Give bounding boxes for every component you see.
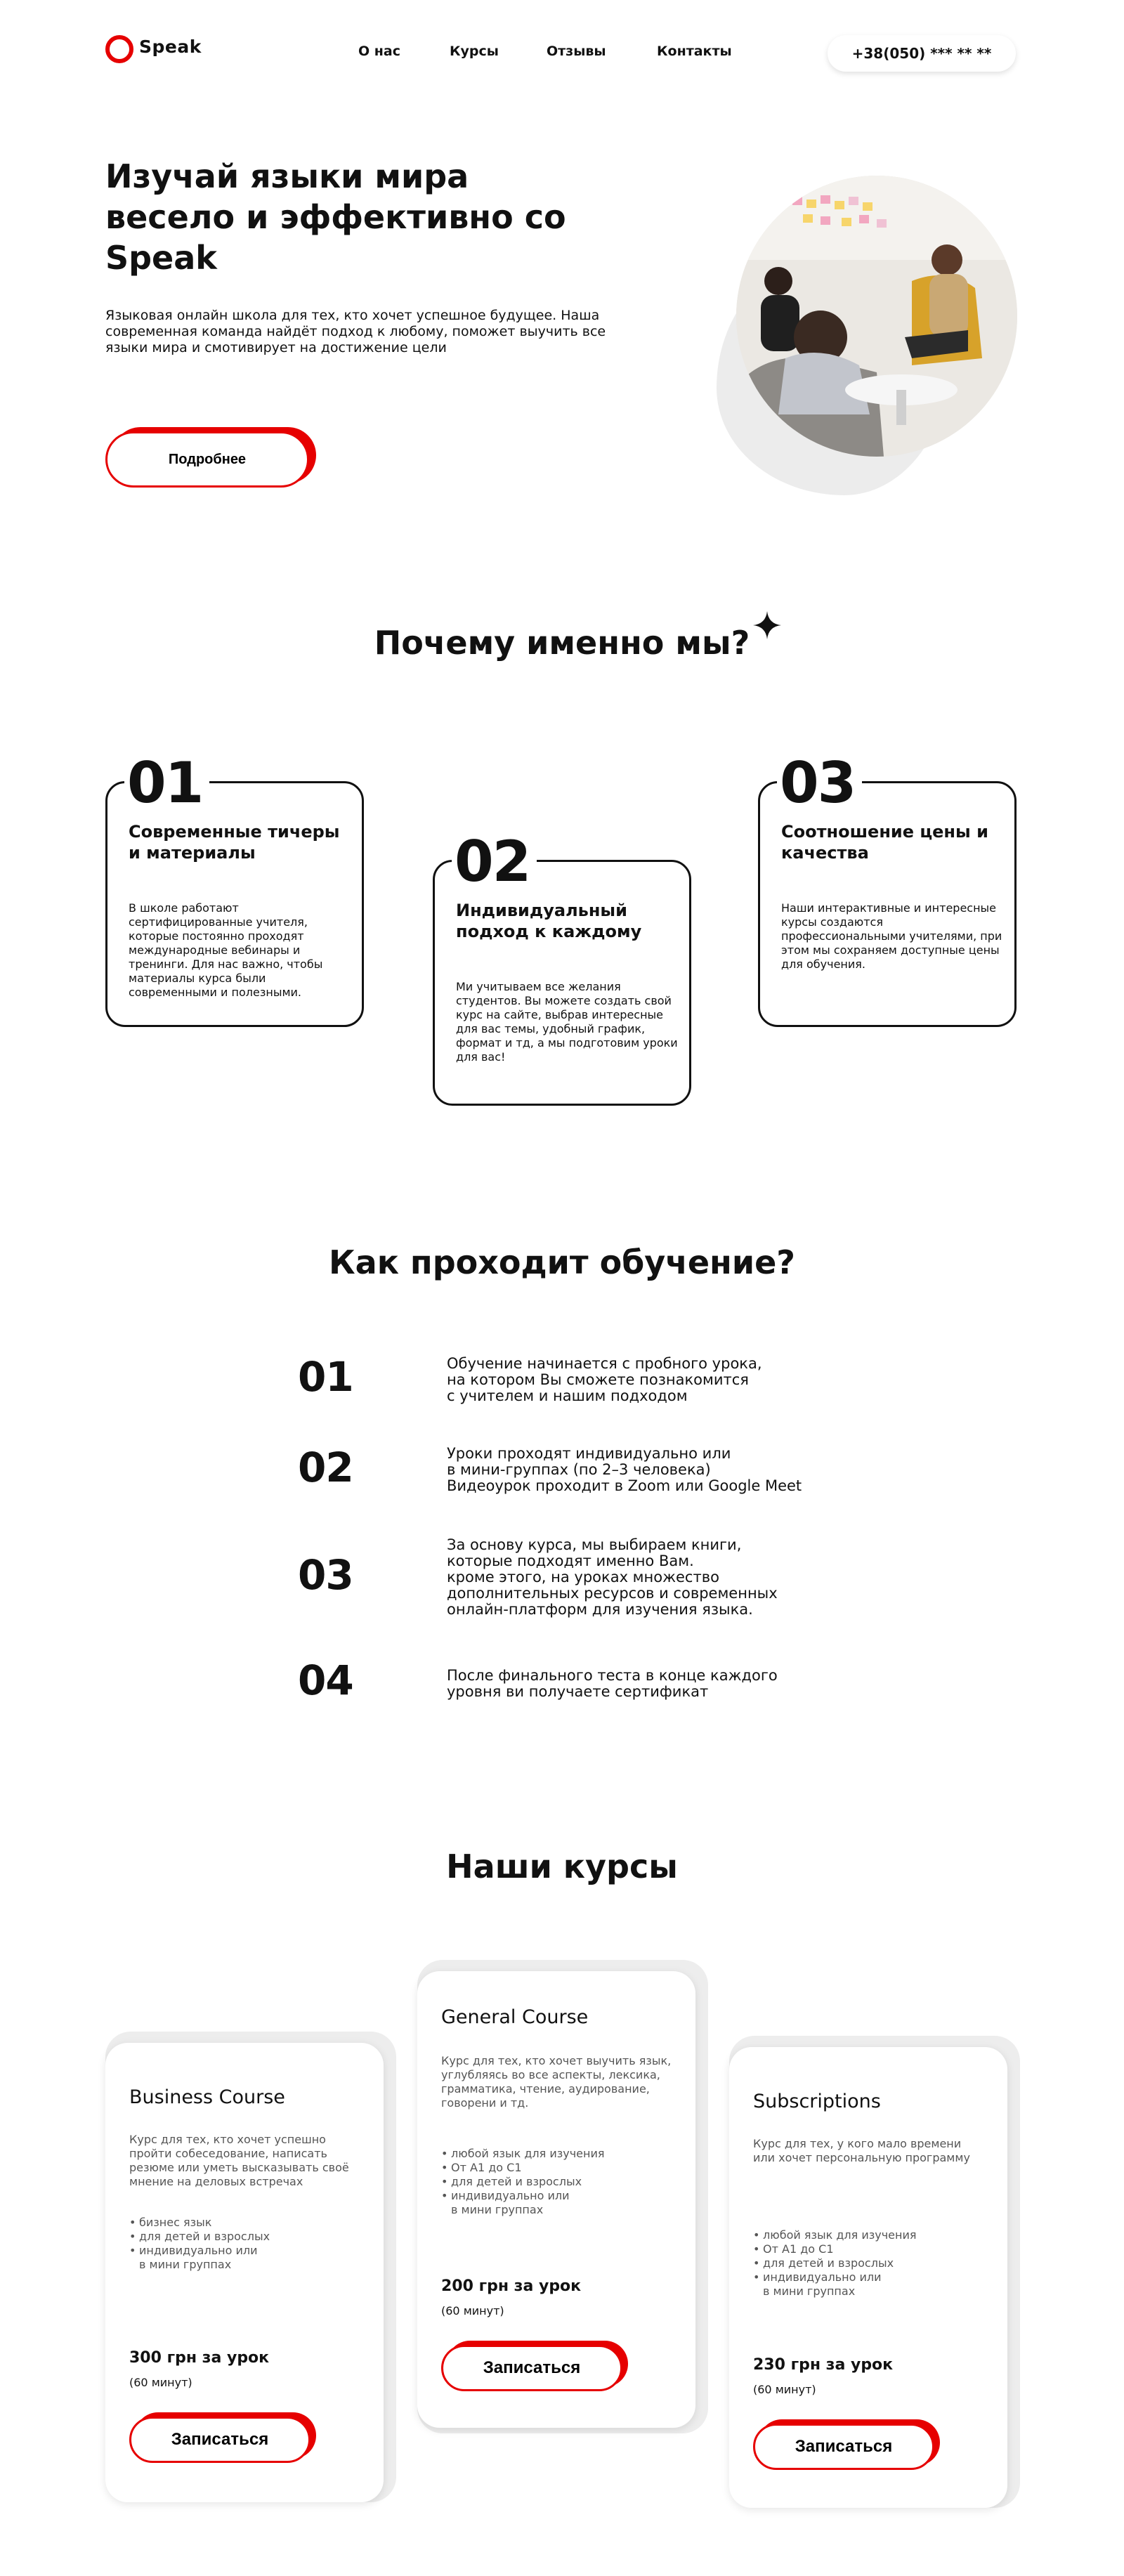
step-number: 04 <box>298 1656 353 1704</box>
enroll-button-label: Записаться <box>795 2437 893 2456</box>
course-feature: • любой язык для изучения <box>753 2228 985 2242</box>
step-text: Обучение начинается с пробного урока, на котором Вы сможете познакомится с учителем и нашим подходом <box>447 1355 762 1404</box>
course-price: 200 грн за урок <box>441 2277 582 2295</box>
course-name: Subscriptions <box>753 2091 881 2112</box>
course-price: 230 грн за урок <box>753 2356 894 2374</box>
why-card-text: В школе работают сертифицированные учителя, которые постоянно проходят международные вебинары и тренинги. Для нас важно, чтобы материалы курса были современными и полезными. <box>129 901 323 999</box>
why-card-number: 01 <box>124 752 209 814</box>
nav-reviews[interactable]: Отзывы <box>547 44 606 59</box>
why-title-text: Почему именно мы? <box>374 624 750 662</box>
enroll-button[interactable] <box>753 2424 934 2470</box>
phone-button[interactable] <box>828 35 1016 72</box>
phone-number: +38(050) *** ** ** <box>851 45 992 62</box>
course-features <box>753 2228 985 2299</box>
nav-about[interactable]: О нас <box>358 44 400 59</box>
enroll-button-label: Записаться <box>483 2358 581 2377</box>
course-feature: • любой язык для изучения <box>441 2147 673 2161</box>
process-title-text: Как проходит обучение? <box>329 1243 795 1281</box>
step-number: 02 <box>298 1444 353 1491</box>
why-card <box>433 829 691 1106</box>
course-feature: • для детей и взрослых <box>441 2175 673 2189</box>
course-card-general <box>417 1971 695 2428</box>
hero-photo <box>736 176 1017 457</box>
more-button-label: Подробнее <box>168 451 247 467</box>
logo-text[interactable]: Speak <box>139 37 202 57</box>
why-card-heading: Современные тичеры и материалы <box>129 822 340 863</box>
why-card-text: Ми учитываем все желания студентов. Вы можете создать свой курс на сайте, выбрав интересные для вас темы, удобный график, формат и тд, а мы подготовим уроки для вас! <box>456 980 678 1064</box>
why-card-heading: Соотношение цены и качества <box>781 822 988 863</box>
course-feature: • индивидуально или в мини группах <box>441 2189 673 2217</box>
classroom-illustration <box>736 176 1017 457</box>
courses-title <box>0 1848 1124 1885</box>
nav-courses[interactable]: Курсы <box>450 44 499 59</box>
course-features <box>441 2147 673 2217</box>
step-text: За основу курса, мы выбираем книги, которые подходят именно Вам. кроме этого, на уроках множество дополнительных ресурсов и современных онлайн-платформ для изучения языка. <box>447 1536 778 1618</box>
hero-description: Языковая онлайн школа для тех, кто хочет успешное будущее. Наша современная команда найдёт подход к любому, поможет выучить все языки мира и смотивирует на достижение цели <box>105 308 606 355</box>
course-feature: • индивидуально или в мини группах <box>129 2244 361 2272</box>
why-card-number: 02 <box>452 831 537 893</box>
courses-title-text: Наши курсы <box>446 1848 678 1885</box>
course-duration: (60 минут) <box>129 2376 192 2389</box>
course-feature: • От А1 до С1 <box>441 2161 673 2175</box>
course-feature: • для детей и взрослых <box>129 2230 361 2244</box>
hero-title: Изучай языки мира весело и эффективно со Speak <box>105 157 566 277</box>
why-card-text: Наши интерактивные и интересные курсы создаются профессиональными учителями, при этом мы сохраняем доступные цены для обучения. <box>781 901 1002 971</box>
more-button[interactable] <box>105 431 309 488</box>
enroll-button[interactable] <box>441 2345 622 2391</box>
course-name: General Course <box>441 2006 589 2028</box>
sparkle-icon <box>752 610 783 641</box>
why-card-heading: Индивидуальный подход к каждому <box>456 901 642 941</box>
course-feature: • индивидуально или в мини группах <box>753 2270 985 2299</box>
course-duration: (60 минут) <box>753 2383 816 2396</box>
enroll-button[interactable] <box>129 2417 311 2463</box>
course-features <box>129 2216 361 2272</box>
step-number: 01 <box>298 1353 353 1401</box>
course-description: Курс для тех, кто хочет выучить язык, углубляясь во все аспекты, лексика, грамматика, чтение, аудирование, говорени и тд. <box>441 2054 672 2110</box>
course-description: Курс для тех, у кого мало времени или хочет персональную программу <box>753 2137 970 2164</box>
course-feature: • От А1 до С1 <box>753 2242 985 2256</box>
course-price: 300 грн за урок <box>129 2349 270 2367</box>
why-card <box>758 750 1017 1027</box>
course-duration: (60 минут) <box>441 2304 504 2317</box>
course-description: Курс для тех, кто хочет успешно пройти собеседование, написать резюме или уметь высказывать своё мнение на деловых встречах <box>129 2133 349 2188</box>
process-title <box>0 1243 1124 1281</box>
step-text: После финального теста в конце каждого уровня ви получаете сертификат <box>447 1667 778 1700</box>
course-card-subscriptions <box>729 2047 1007 2508</box>
step-text: Уроки проходят индивидуально или в мини-группах (по 2–3 человека) Видеоурок проходит в Zoom или Google Meet <box>447 1445 802 1494</box>
course-feature: • бизнес язык <box>129 2216 361 2230</box>
why-title <box>0 624 1124 662</box>
enroll-button-label: Записаться <box>171 2430 269 2449</box>
why-card-number: 03 <box>777 752 862 814</box>
step-number: 03 <box>298 1551 353 1599</box>
logo-icon[interactable] <box>105 35 133 63</box>
why-card <box>105 750 364 1027</box>
course-feature: • для детей и взрослых <box>753 2256 985 2270</box>
course-name: Business Course <box>129 2086 285 2108</box>
nav-contacts[interactable]: Контакты <box>657 44 732 59</box>
course-card-business <box>105 2043 384 2502</box>
